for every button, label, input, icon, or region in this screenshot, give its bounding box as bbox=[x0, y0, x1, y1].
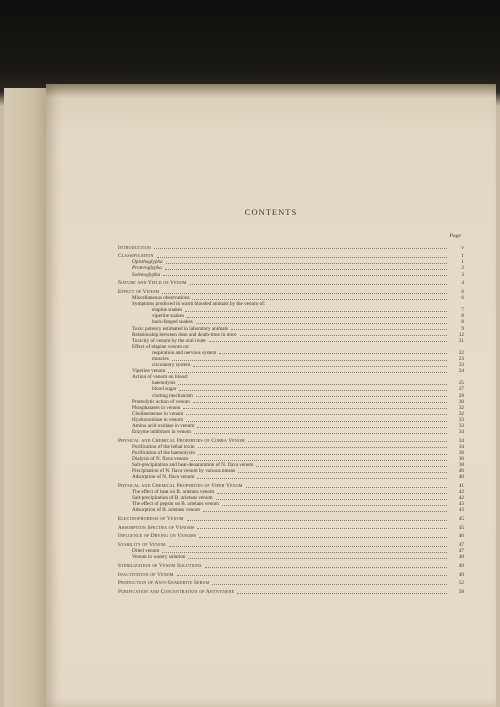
toc-entry-page: 8 bbox=[461, 319, 464, 326]
toc-entry-title: Phosphatases in venom bbox=[132, 404, 181, 411]
toc-entry-page: 2 bbox=[461, 265, 464, 272]
toc-entry-page: 46 bbox=[458, 533, 464, 540]
toc-entry-page: 6 bbox=[461, 295, 464, 302]
toc-entry-title: Viperine venom bbox=[132, 368, 166, 375]
toc-entry-page: 33 bbox=[458, 423, 464, 429]
dot-leader bbox=[237, 593, 447, 594]
toc-entry-title: Salt-precipitation of B. arietans venom bbox=[132, 495, 213, 502]
toc-entry-page: 42 bbox=[458, 495, 464, 502]
toc-entry-page: 23 bbox=[458, 355, 464, 362]
toc-entry-page: 41 bbox=[458, 483, 464, 490]
dot-leader bbox=[196, 323, 447, 324]
dot-leader bbox=[193, 402, 447, 403]
toc-entry-title: Adsorption of N. flava venom bbox=[132, 474, 195, 481]
dot-leader bbox=[165, 269, 447, 270]
toc-entry-page: 47 bbox=[458, 548, 464, 555]
contents-heading: CONTENTS bbox=[244, 207, 298, 217]
toc-entry-title: Proteolytic action of venom bbox=[132, 398, 190, 405]
dot-leader bbox=[168, 372, 447, 373]
toc-entry-page: 45 bbox=[458, 524, 464, 531]
toc-entry-page: 8 bbox=[461, 313, 464, 320]
toc-entry bbox=[118, 572, 464, 578]
dot-leader bbox=[162, 552, 447, 553]
toc-entry-title: Precipitation of N. flava venom by various means bbox=[132, 468, 236, 475]
toc-entry-title: haemolysis bbox=[152, 380, 176, 387]
toc-entry-page: 4 bbox=[461, 280, 464, 287]
toc-entry-page: 23 bbox=[458, 362, 464, 369]
dot-leader bbox=[219, 353, 447, 354]
dot-leader bbox=[185, 311, 447, 312]
toc-entry-page: 40 bbox=[458, 468, 464, 475]
toc-entry-page: 25 bbox=[458, 380, 464, 387]
dot-leader bbox=[166, 263, 447, 264]
toc-entry-title: Nature and Yield of Venom bbox=[118, 280, 187, 287]
toc-entry-title: Salt-precipitation and heat-denaturation of N. flava venom bbox=[132, 462, 254, 469]
toc-entry bbox=[118, 563, 464, 569]
toc-entry-title: Absorption Spectra of Venoms bbox=[118, 524, 195, 531]
dot-leader bbox=[248, 441, 447, 442]
toc-entry-page: 40 bbox=[458, 474, 464, 481]
dot-leader bbox=[154, 248, 447, 249]
toc-entry-page: 22 bbox=[458, 349, 464, 356]
toc-entry-title: Venom in watery solution bbox=[132, 554, 186, 561]
toc-entry-title: Cholinesterase in venom bbox=[132, 410, 184, 417]
toc-entry-page: 43 bbox=[458, 507, 464, 514]
toc-entry-page: 36 bbox=[458, 456, 464, 463]
toc-entry-title: Inactivation of Venom bbox=[118, 571, 174, 578]
dot-leader bbox=[172, 360, 447, 361]
book-page bbox=[46, 84, 496, 707]
toc-entry-page: 34 bbox=[458, 437, 464, 444]
toc-entry-page: 9 bbox=[461, 325, 464, 332]
toc-entry bbox=[118, 533, 464, 539]
toc-entry-title: Effect of Venom bbox=[118, 288, 160, 295]
dot-leader bbox=[186, 421, 447, 422]
dot-leader bbox=[163, 275, 447, 276]
toc-entry-page: 6 bbox=[461, 288, 464, 295]
toc-entry-page: 24 bbox=[458, 368, 464, 375]
toc-entry-title: Toxic potency estimated in laboratory animals bbox=[132, 325, 229, 332]
toc-entry-title: Physical and Chemical Properties of Viper Venom bbox=[118, 483, 243, 490]
dot-leader bbox=[216, 499, 447, 500]
toc-entry-page: 49 bbox=[458, 563, 464, 570]
toc-entry-page: 36 bbox=[458, 449, 464, 456]
dot-leader bbox=[198, 447, 447, 448]
dot-leader bbox=[178, 384, 447, 385]
toc-entry-page: 27 bbox=[458, 386, 464, 393]
toc-entry-title: Action of venom on blood: bbox=[132, 374, 189, 381]
dot-leader bbox=[197, 427, 447, 428]
toc-entry bbox=[118, 474, 464, 480]
toc-entry-page: 43 bbox=[458, 501, 464, 508]
toc-entry-page: 47 bbox=[458, 542, 464, 549]
toc-entry-page: 32 bbox=[458, 404, 464, 411]
toc-entry bbox=[118, 525, 464, 531]
toc-entry-title: Solenoglypha bbox=[132, 271, 161, 278]
dot-leader bbox=[203, 511, 447, 512]
toc-entry-title: Miscellaneous observations bbox=[132, 295, 190, 302]
toc-entry-title: muscles bbox=[152, 355, 169, 362]
toc-entry-title: back-fanged snakes bbox=[152, 319, 193, 326]
toc-entry-title: Introduction bbox=[118, 244, 152, 251]
dot-leader bbox=[187, 317, 447, 318]
toc-entry-title: Sterilization of Venom Solutions bbox=[118, 563, 202, 570]
toc-entry-page: 34 bbox=[458, 443, 464, 450]
dot-leader bbox=[194, 433, 447, 434]
dot-leader bbox=[183, 408, 447, 409]
toc-entry-title: Purification of the lethal toxin bbox=[132, 443, 195, 450]
dot-leader bbox=[187, 520, 447, 521]
dot-leader bbox=[231, 329, 447, 330]
dot-leader bbox=[256, 466, 447, 467]
toc-entry-page: 7 bbox=[461, 307, 464, 314]
toc-entry-title: Influence of Drying on Venoms bbox=[118, 533, 197, 540]
toc-entry-title: Purification of the haemolysin bbox=[132, 449, 195, 456]
toc-entry-page: 33 bbox=[458, 416, 464, 423]
toc-entry-title: blood sugar bbox=[152, 386, 177, 393]
dot-leader bbox=[199, 537, 447, 538]
toc-entry-title: Effect of elapine venom on: bbox=[132, 343, 190, 350]
toc-entry-page: 49 bbox=[458, 571, 464, 578]
toc-entry bbox=[118, 516, 464, 522]
toc-entry-title: respiration and nervous system bbox=[152, 349, 217, 356]
page-column-label: Page bbox=[449, 233, 461, 239]
toc-entry-page: 58 bbox=[458, 589, 464, 596]
toc-entry-title: Electrophoresis of Venom bbox=[118, 516, 184, 523]
dot-leader bbox=[193, 366, 447, 367]
dot-leader bbox=[212, 584, 447, 585]
dot-leader bbox=[240, 335, 447, 336]
toc-entry-title: Proteroglypha bbox=[132, 265, 162, 272]
toc-entry-title: elapine snakes bbox=[152, 307, 183, 314]
dot-leader bbox=[169, 546, 447, 547]
dot-leader bbox=[162, 293, 447, 294]
dot-leader bbox=[191, 460, 447, 461]
toc-entry-title: clotting mechanism bbox=[152, 392, 193, 399]
dot-leader bbox=[190, 284, 447, 285]
toc-entry-title: Hyaluronidase in venom bbox=[132, 416, 183, 423]
toc-entry bbox=[118, 272, 464, 278]
toc-entry-title: The effect of pepsin on B. arietans venom bbox=[132, 501, 219, 508]
dot-leader bbox=[179, 390, 447, 391]
toc-entry-page: 1 bbox=[461, 253, 464, 260]
dot-leader bbox=[186, 414, 447, 415]
toc-entry-title: Dialysis of N. flava venom bbox=[132, 456, 189, 463]
toc-entry-title: Symptoms produced in warm blooded animals by the venom of: bbox=[132, 301, 266, 308]
toc-entry-page: v bbox=[461, 244, 464, 251]
toc-entry-page: 34 bbox=[458, 429, 464, 436]
toc-entry-page: 21 bbox=[458, 337, 464, 344]
dot-leader bbox=[197, 528, 447, 529]
toc-entry bbox=[118, 245, 464, 251]
toc-entry-page: 52 bbox=[458, 580, 464, 587]
toc-entry-title: Toxicity of venom by the oral route bbox=[132, 337, 206, 344]
page-top-shadow bbox=[46, 84, 496, 98]
toc-entry-page: 48 bbox=[458, 554, 464, 561]
toc-entry-title: Dried venom bbox=[132, 548, 160, 555]
toc-entry bbox=[118, 507, 464, 513]
toc-entry-page: 38 bbox=[458, 462, 464, 469]
toc-entry-title: viperine snakes bbox=[152, 313, 185, 320]
dot-leader bbox=[217, 493, 447, 494]
toc-entry-page: 32 bbox=[458, 410, 464, 417]
dot-leader bbox=[196, 396, 447, 397]
dot-leader bbox=[177, 575, 447, 576]
dot-leader bbox=[188, 558, 447, 559]
dot-leader bbox=[157, 257, 447, 258]
toc-entry-page: 30 bbox=[458, 398, 464, 405]
toc-entry-page: 28 bbox=[458, 392, 464, 399]
toc-entry-title: Enzyme inhibitors in venom bbox=[132, 429, 191, 436]
toc-entry bbox=[118, 280, 464, 286]
toc-entry-title: Adsorption of B. arietans venom bbox=[132, 507, 200, 514]
toc-entry-title: Opisthoglypha bbox=[132, 259, 163, 266]
facing-page-edge bbox=[4, 88, 47, 707]
toc-entry bbox=[118, 589, 464, 595]
dot-leader bbox=[246, 487, 447, 488]
toc-entry-title: The effect of heat on B. arietans venom bbox=[132, 489, 215, 496]
toc-entry-page: 1 bbox=[461, 259, 464, 266]
toc-entry-title: Classification bbox=[118, 253, 154, 260]
dot-leader bbox=[222, 505, 447, 506]
toc-entry-title: Amino acid oxidase in venom bbox=[132, 423, 195, 429]
toc-entry bbox=[118, 580, 464, 586]
dot-leader bbox=[209, 341, 447, 342]
toc-entry-title: circulatory system bbox=[152, 362, 191, 369]
dot-leader bbox=[192, 299, 447, 300]
toc-entry-title: Relationship between dose and death-time in mice bbox=[132, 331, 237, 338]
table-of-contents bbox=[118, 242, 464, 595]
dot-leader bbox=[197, 478, 447, 479]
toc-entry-title: Production of Anti-Snakebite Serum bbox=[118, 580, 210, 587]
toc-entry-page: 45 bbox=[458, 516, 464, 523]
toc-entry-title: Purification and Concentration of Antivenene bbox=[118, 589, 235, 596]
toc-entry-title: Physical and Chemical Properties of Cobra Venom bbox=[118, 437, 245, 444]
toc-entry-page: 42 bbox=[458, 489, 464, 496]
toc-entry-page: 3 bbox=[461, 271, 464, 278]
toc-entry-page: 12 bbox=[458, 331, 464, 338]
toc-entry-title: Stability of Venom bbox=[118, 542, 166, 549]
dot-leader bbox=[205, 567, 447, 568]
dot-leader bbox=[198, 454, 447, 455]
toc-entry bbox=[118, 554, 464, 560]
dot-leader bbox=[238, 472, 447, 473]
toc-entry bbox=[118, 429, 464, 435]
